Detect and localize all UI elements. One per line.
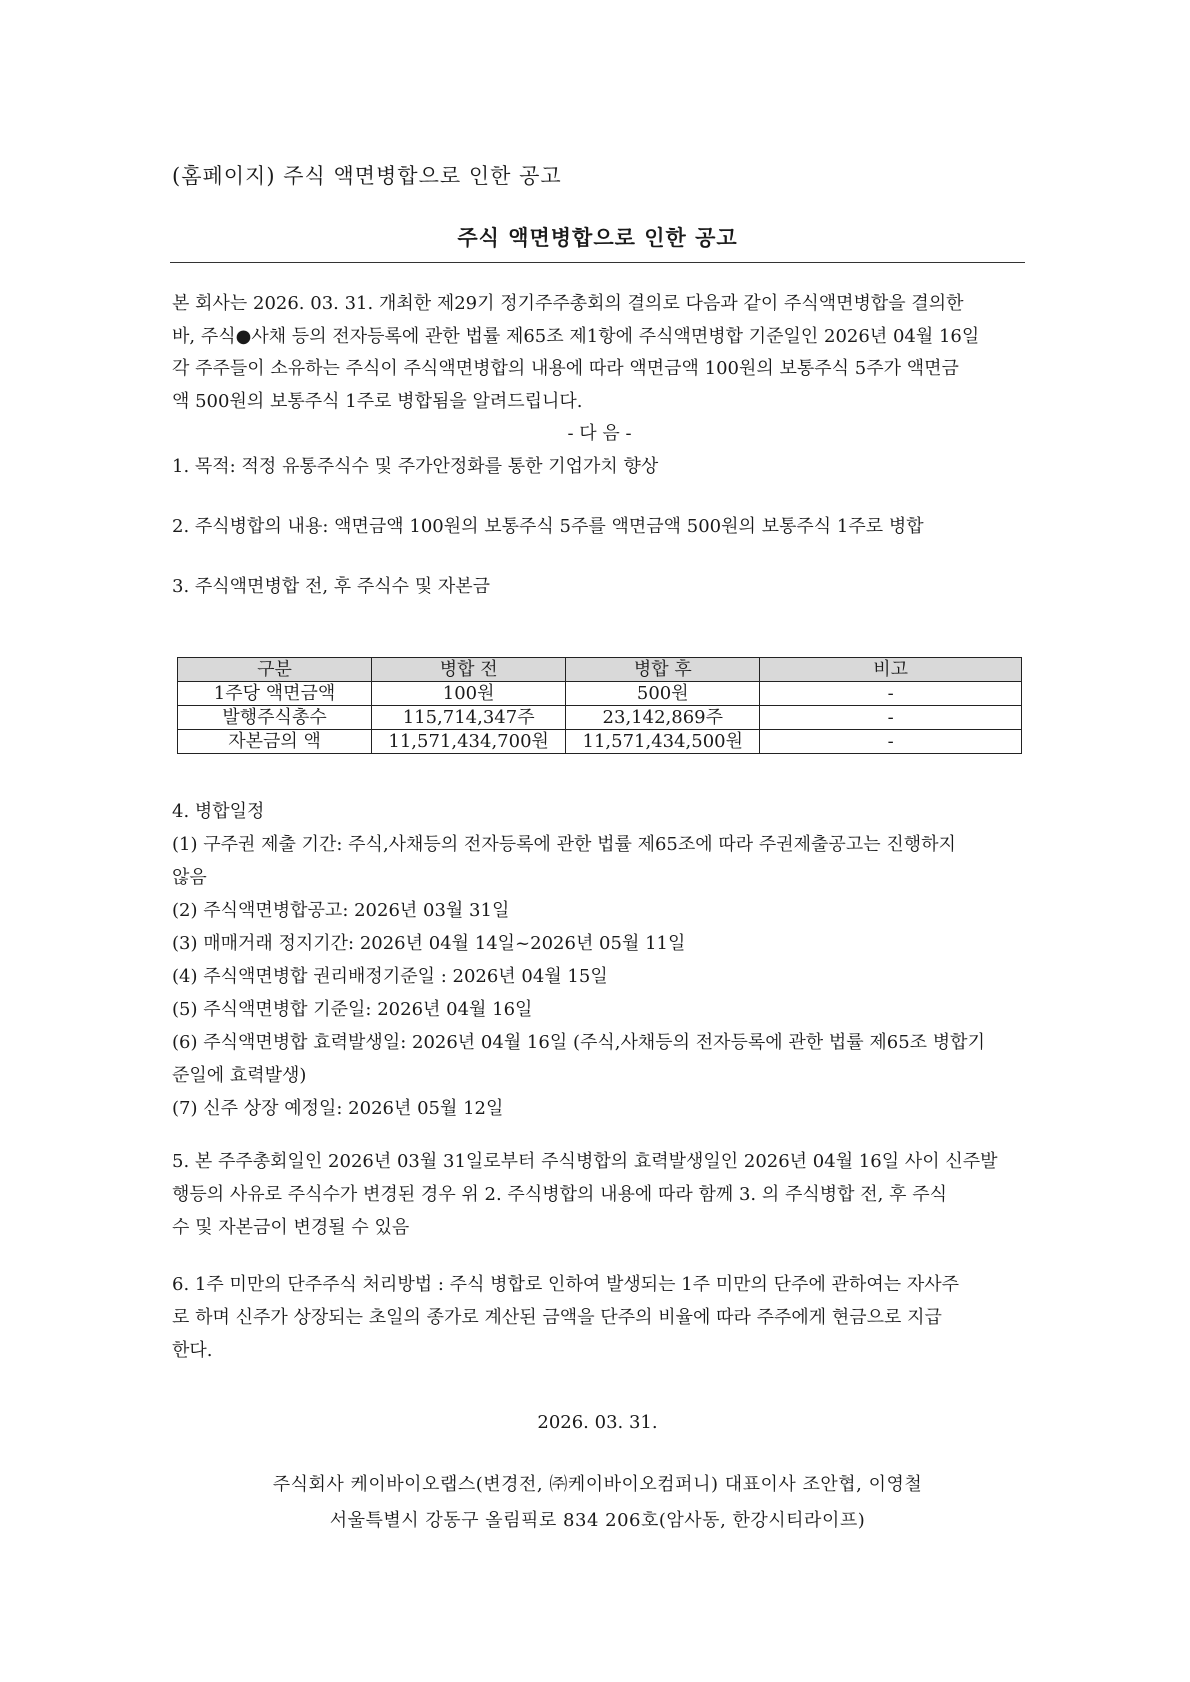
table-row — [178, 730, 1022, 754]
title-divider — [170, 262, 1025, 263]
item-4-schedule — [172, 795, 1027, 1125]
schedule-line: 준일에 효력발생) — [172, 1065, 307, 1086]
schedule-line: (3) 매매거래 정지기간: 2026년 04월 14일~2026년 05월 11일 — [172, 933, 686, 954]
item-3-heading: 3. 주식액면병합 전, 후 주식수 및 자본금 — [172, 576, 491, 597]
paragraph-line: 수 및 자본금이 변경될 수 있음 — [172, 1217, 410, 1238]
table-cell: 11,571,434,700원 — [372, 730, 566, 754]
intro-line: 본 회사는 2026. 03. 31. 개최한 제29기 정기주주총회의 결의로 다음과 같이 주식액면병합을 결의한 — [172, 293, 964, 314]
intro-line: 바, 주식●사채 등의 전자등록에 관한 법률 제65조 제1항에 주식액면병합 기준일인 2026년 04월 16일 — [172, 325, 980, 347]
table-row — [178, 706, 1022, 730]
table-header-cell: 병합 전 — [372, 658, 566, 682]
schedule-line: (7) 신주 상장 예정일: 2026년 05월 12일 — [172, 1098, 504, 1119]
paragraph-line: 로 하며 신주가 상장되는 초일의 종가로 계산된 금액을 단주의 비율에 따라 주주에게 현금으로 지급 — [172, 1307, 942, 1328]
table-cell: 1주당 액면금액 — [178, 682, 372, 706]
notice-date: 2026. 03. 31. — [537, 1412, 658, 1433]
table-cell: 11,571,434,500원 — [566, 730, 760, 754]
schedule-line: (1) 구주권 제출 기간: 주식,사채등의 전자등록에 관한 법률 제65조에 따라 주권제출공고는 진행하지 — [172, 834, 956, 855]
item-5-paragraph — [172, 1145, 1027, 1244]
comparison-table — [177, 657, 1022, 754]
paragraph-line: 6. 1주 미만의 단주주식 처리방법 : 주식 병합로 인하여 발생되는 1주 미만의 단주에 관하여는 자사주 — [172, 1274, 959, 1295]
item-1-purpose: 1. 목적: 적정 유통주식수 및 주가안정화를 통한 기업가치 향상 — [172, 456, 659, 477]
table-cell: - — [760, 706, 1022, 730]
intro-paragraph — [172, 288, 1027, 451]
schedule-line: 않음 — [172, 867, 207, 888]
schedule-line: (5) 주식액면병합 기준일: 2026년 04월 16일 — [172, 999, 533, 1020]
table-cell: 발행주식총수 — [178, 706, 372, 730]
schedule-line: (6) 주식액면병합 효력발생일: 2026년 04월 16일 (주식,사채등의 전자등록에 관한 법률 제65조 병합기 — [172, 1032, 985, 1053]
schedule-line: (2) 주식액면병합공고: 2026년 03월 31일 — [172, 900, 510, 921]
table-cell: 115,714,347주 — [372, 706, 566, 730]
table-header-cell: 비고 — [760, 658, 1022, 682]
table-cell: 23,142,869주 — [566, 706, 760, 730]
table-header-cell: 병합 후 — [566, 658, 760, 682]
schedule-line: (4) 주식액면병합 권리배정기준일 : 2026년 04월 15일 — [172, 966, 608, 987]
table-header-cell: 구분 — [178, 658, 372, 682]
paragraph-line: 한다. — [172, 1340, 213, 1361]
paragraph-line: 행등의 사유로 주식수가 변경된 경우 위 2. 주식병합의 내용에 따라 함께 3. 의 주식병합 전, 후 주식 — [172, 1184, 947, 1205]
paragraph-line: 5. 본 주주총회일인 2026년 03월 31일로부터 주식병합의 효력발생일인 2026년 04월 16일 사이 신주발 — [172, 1151, 998, 1172]
company-signature: 주식회사 케이바이오랩스(변경전, ㈜케이바이오컴퍼니) 대표이사 조안협, 이영철 — [272, 1474, 923, 1495]
table-cell: - — [760, 730, 1022, 754]
item-2-content: 2. 주식병합의 내용: 액면금액 100원의 보통주식 5주를 액면금액 500원의 보통주식 1주로 병합 — [172, 516, 924, 537]
table-cell: 100원 — [372, 682, 566, 706]
table-cell: 500원 — [566, 682, 760, 706]
intro-line: 각 주주들이 소유하는 주식이 주식액면병합의 내용에 따라 액면금액 100원의 보통주식 5주가 액면금 — [172, 358, 959, 379]
pretitle: (홈페이지) 주식 액면병합으로 인한 공고 — [172, 164, 562, 188]
table-header-row — [178, 658, 1022, 682]
schedule-heading: 4. 병합일정 — [172, 801, 265, 822]
table-row — [178, 682, 1022, 706]
page-title: 주식 액면병합으로 인한 공고 — [457, 225, 738, 250]
item-6-paragraph — [172, 1268, 1027, 1367]
company-address: 서울특별시 강동구 올림픽로 834 206호(암사동, 한강시티라이프) — [329, 1510, 866, 1531]
table-cell: 자본금의 액 — [178, 730, 372, 754]
table-cell: - — [760, 682, 1022, 706]
separator: - 다 음 - — [567, 423, 632, 444]
intro-line: 액 500원의 보통주식 1주로 병합됨을 알려드립니다. — [172, 390, 583, 412]
